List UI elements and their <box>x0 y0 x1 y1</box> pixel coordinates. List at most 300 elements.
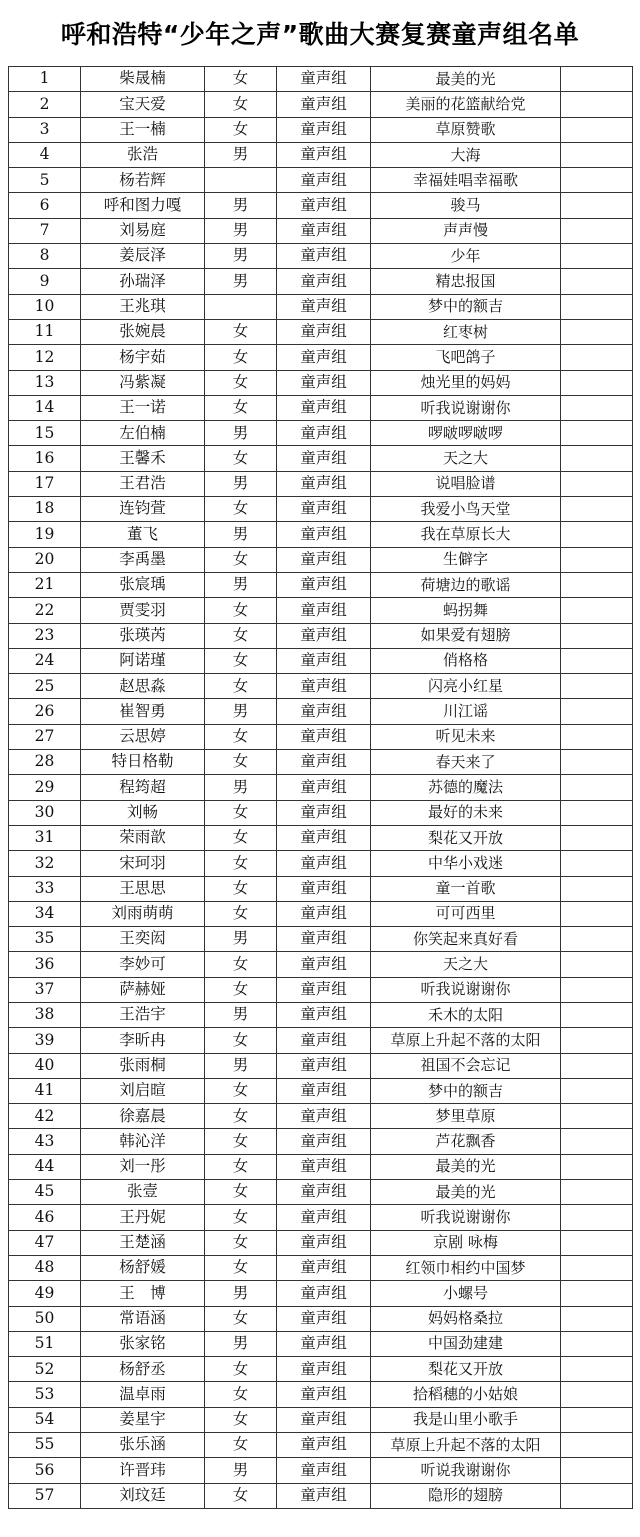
name-cell: 刘一彤 <box>81 1154 205 1179</box>
number-cell: 53 <box>9 1382 81 1407</box>
table-row <box>9 497 633 522</box>
song-cell: 红枣树 <box>371 319 561 344</box>
number-cell: 55 <box>9 1433 81 1458</box>
table-row <box>9 269 633 294</box>
name-cell: 韩沁洋 <box>81 1129 205 1154</box>
name-cell: 王奕闳 <box>81 927 205 952</box>
song-cell: 如果爱有翅膀 <box>371 623 561 648</box>
song-cell: 大海 <box>371 142 561 167</box>
gender-cell: 女 <box>205 345 277 370</box>
name-cell: 阿诺瑾 <box>81 648 205 673</box>
group-cell: 童声组 <box>277 269 371 294</box>
group-cell: 童声组 <box>277 244 371 269</box>
gender-cell: 女 <box>205 1433 277 1458</box>
name-cell: 杨舒媛 <box>81 1255 205 1280</box>
table-row <box>9 142 633 167</box>
name-cell: 杨舒丞 <box>81 1357 205 1382</box>
empty-cell <box>561 92 633 117</box>
empty-cell <box>561 1281 633 1306</box>
number-cell: 5 <box>9 168 81 193</box>
number-cell: 6 <box>9 193 81 218</box>
name-cell: 王君浩 <box>81 471 205 496</box>
name-cell: 云思婷 <box>81 724 205 749</box>
song-cell: 生僻字 <box>371 547 561 572</box>
table-row <box>9 1357 633 1382</box>
group-cell: 童声组 <box>277 1002 371 1027</box>
gender-cell: 女 <box>205 851 277 876</box>
table-row <box>9 1255 633 1280</box>
song-cell: 听我说谢谢你 <box>371 395 561 420</box>
group-cell: 童声组 <box>277 294 371 319</box>
song-cell: 闪亮小红星 <box>371 674 561 699</box>
empty-cell <box>561 142 633 167</box>
name-cell: 特日格勒 <box>81 750 205 775</box>
name-cell: 连钧萱 <box>81 497 205 522</box>
gender-cell: 女 <box>205 1154 277 1179</box>
song-cell: 红领巾相约中国梦 <box>371 1255 561 1280</box>
song-cell: 春天来了 <box>371 750 561 775</box>
name-cell: 柴晟楠 <box>81 67 205 92</box>
number-cell: 12 <box>9 345 81 370</box>
song-cell: 我是山里小歌手 <box>371 1407 561 1432</box>
table-row <box>9 901 633 926</box>
number-cell: 50 <box>9 1306 81 1331</box>
name-cell: 姜辰泽 <box>81 244 205 269</box>
group-cell: 童声组 <box>277 1129 371 1154</box>
gender-cell: 男 <box>205 927 277 952</box>
empty-cell <box>561 572 633 597</box>
number-cell: 19 <box>9 522 81 547</box>
song-cell: 烛光里的妈妈 <box>371 370 561 395</box>
gender-cell: 女 <box>205 977 277 1002</box>
number-cell: 27 <box>9 724 81 749</box>
song-cell: 我爱小鸟天堂 <box>371 497 561 522</box>
table-row <box>9 876 633 901</box>
song-cell: 骏马 <box>371 193 561 218</box>
group-cell: 童声组 <box>277 775 371 800</box>
song-cell: 梦里草原 <box>371 1104 561 1129</box>
number-cell: 37 <box>9 977 81 1002</box>
empty-cell <box>561 471 633 496</box>
name-cell: 姜星宇 <box>81 1407 205 1432</box>
empty-cell <box>561 750 633 775</box>
gender-cell: 女 <box>205 876 277 901</box>
table-row <box>9 1078 633 1103</box>
empty-cell <box>561 1331 633 1356</box>
song-cell: 苏德的魔法 <box>371 775 561 800</box>
table-row <box>9 1028 633 1053</box>
table-row <box>9 699 633 724</box>
song-cell: 你笑起来真好看 <box>371 927 561 952</box>
song-cell: 芦花飘香 <box>371 1129 561 1154</box>
empty-cell <box>561 218 633 243</box>
gender-cell: 女 <box>205 1028 277 1053</box>
group-cell: 童声组 <box>277 1205 371 1230</box>
number-cell: 34 <box>9 901 81 926</box>
table-row <box>9 1306 633 1331</box>
gender-cell: 女 <box>205 825 277 850</box>
table-row <box>9 1053 633 1078</box>
empty-cell <box>561 168 633 193</box>
group-cell: 童声组 <box>277 674 371 699</box>
empty-cell <box>561 1205 633 1230</box>
song-cell: 幸福娃唱幸福歌 <box>371 168 561 193</box>
gender-cell: 女 <box>205 117 277 142</box>
gender-cell: 女 <box>205 1407 277 1432</box>
name-cell: 李禹墨 <box>81 547 205 572</box>
number-cell: 9 <box>9 269 81 294</box>
table-row <box>9 623 633 648</box>
gender-cell: 男 <box>205 218 277 243</box>
empty-cell <box>561 977 633 1002</box>
empty-cell <box>561 901 633 926</box>
name-cell: 呼和图力嘎 <box>81 193 205 218</box>
gender-cell: 男 <box>205 1053 277 1078</box>
number-cell: 4 <box>9 142 81 167</box>
table-row <box>9 218 633 243</box>
gender-cell <box>205 168 277 193</box>
group-cell: 童声组 <box>277 699 371 724</box>
song-cell: 天之大 <box>371 952 561 977</box>
gender-cell: 女 <box>205 750 277 775</box>
table-row <box>9 370 633 395</box>
group-cell: 童声组 <box>277 1028 371 1053</box>
name-cell: 宝天爱 <box>81 92 205 117</box>
number-cell: 51 <box>9 1331 81 1356</box>
song-cell: 俏格格 <box>371 648 561 673</box>
table-row <box>9 345 633 370</box>
name-cell: 张宸瑀 <box>81 572 205 597</box>
name-cell: 左伯楠 <box>81 421 205 446</box>
song-cell: 最美的光 <box>371 1154 561 1179</box>
gender-cell: 女 <box>205 674 277 699</box>
song-cell: 草原上升起不落的太阳 <box>371 1028 561 1053</box>
empty-cell <box>561 623 633 648</box>
group-cell: 童声组 <box>277 218 371 243</box>
gender-cell: 男 <box>205 421 277 446</box>
empty-cell <box>561 825 633 850</box>
group-cell: 童声组 <box>277 927 371 952</box>
empty-cell <box>561 67 633 92</box>
group-cell: 童声组 <box>277 851 371 876</box>
name-cell: 王馨禾 <box>81 446 205 471</box>
number-cell: 11 <box>9 319 81 344</box>
empty-cell <box>561 193 633 218</box>
gender-cell: 男 <box>205 269 277 294</box>
name-cell: 王丹妮 <box>81 1205 205 1230</box>
group-cell: 童声组 <box>277 1230 371 1255</box>
table-row <box>9 395 633 420</box>
song-cell: 听我说谢谢你 <box>371 977 561 1002</box>
song-cell: 听见未来 <box>371 724 561 749</box>
number-cell: 18 <box>9 497 81 522</box>
group-cell: 童声组 <box>277 522 371 547</box>
group-cell: 童声组 <box>277 572 371 597</box>
group-cell: 童声组 <box>277 901 371 926</box>
group-cell: 童声组 <box>277 1154 371 1179</box>
number-cell: 43 <box>9 1129 81 1154</box>
name-cell: 萨赫娅 <box>81 977 205 1002</box>
empty-cell <box>561 1407 633 1432</box>
number-cell: 20 <box>9 547 81 572</box>
empty-cell <box>561 269 633 294</box>
table-row <box>9 775 633 800</box>
song-cell: 飞吧鸽子 <box>371 345 561 370</box>
number-cell: 29 <box>9 775 81 800</box>
table-row <box>9 674 633 699</box>
empty-cell <box>561 1306 633 1331</box>
group-cell: 童声组 <box>277 446 371 471</box>
group-cell: 童声组 <box>277 1281 371 1306</box>
table-row <box>9 1433 633 1458</box>
gender-cell: 女 <box>205 1104 277 1129</box>
name-cell: 徐嘉晨 <box>81 1104 205 1129</box>
gender-cell: 女 <box>205 1382 277 1407</box>
name-cell: 孙瑞泽 <box>81 269 205 294</box>
gender-cell: 男 <box>205 471 277 496</box>
group-cell: 童声组 <box>277 1078 371 1103</box>
name-cell: 许晋玮 <box>81 1458 205 1483</box>
gender-cell: 女 <box>205 1180 277 1205</box>
song-cell: 我在草原长大 <box>371 522 561 547</box>
number-cell: 1 <box>9 67 81 92</box>
empty-cell <box>561 1180 633 1205</box>
gender-cell: 女 <box>205 598 277 623</box>
empty-cell <box>561 1357 633 1382</box>
song-cell: 祖国不会忘记 <box>371 1053 561 1078</box>
empty-cell <box>561 370 633 395</box>
song-cell: 荷塘边的歌谣 <box>371 572 561 597</box>
name-cell: 张乐涵 <box>81 1433 205 1458</box>
number-cell: 22 <box>9 598 81 623</box>
song-cell: 妈妈格桑拉 <box>371 1306 561 1331</box>
group-cell: 童声组 <box>277 952 371 977</box>
table-row <box>9 1104 633 1129</box>
number-cell: 54 <box>9 1407 81 1432</box>
gender-cell: 男 <box>205 1458 277 1483</box>
gender-cell: 男 <box>205 572 277 597</box>
table-row <box>9 1002 633 1027</box>
song-cell: 草原上升起不落的太阳 <box>371 1433 561 1458</box>
table-row <box>9 1331 633 1356</box>
song-cell: 禾木的太阳 <box>371 1002 561 1027</box>
number-cell: 10 <box>9 294 81 319</box>
song-cell: 啰啵啰啵啰 <box>371 421 561 446</box>
group-cell: 童声组 <box>277 750 371 775</box>
song-cell: 梨花又开放 <box>371 1357 561 1382</box>
gender-cell: 女 <box>205 648 277 673</box>
empty-cell <box>561 446 633 471</box>
gender-cell: 女 <box>205 395 277 420</box>
empty-cell <box>561 497 633 522</box>
name-cell: 王兆琪 <box>81 294 205 319</box>
empty-cell <box>561 522 633 547</box>
table-row <box>9 572 633 597</box>
empty-cell <box>561 1230 633 1255</box>
group-cell: 童声组 <box>277 471 371 496</box>
name-cell: 温卓雨 <box>81 1382 205 1407</box>
empty-cell <box>561 800 633 825</box>
number-cell: 2 <box>9 92 81 117</box>
song-cell: 川江谣 <box>371 699 561 724</box>
name-cell: 杨若辉 <box>81 168 205 193</box>
empty-cell <box>561 345 633 370</box>
gender-cell: 女 <box>205 1255 277 1280</box>
empty-cell <box>561 1458 633 1483</box>
empty-cell <box>561 1078 633 1103</box>
song-cell: 梦中的额吉 <box>371 1078 561 1103</box>
gender-cell: 女 <box>205 92 277 117</box>
song-cell: 最好的未来 <box>371 800 561 825</box>
song-cell: 天之大 <box>371 446 561 471</box>
empty-cell <box>561 674 633 699</box>
number-cell: 42 <box>9 1104 81 1129</box>
group-cell: 童声组 <box>277 1407 371 1432</box>
empty-cell <box>561 395 633 420</box>
table-row <box>9 598 633 623</box>
empty-cell <box>561 1433 633 1458</box>
name-cell: 刘雨萌萌 <box>81 901 205 926</box>
table-row <box>9 1483 633 1508</box>
table-row <box>9 421 633 446</box>
group-cell: 童声组 <box>277 117 371 142</box>
group-cell: 童声组 <box>277 1053 371 1078</box>
number-cell: 23 <box>9 623 81 648</box>
group-cell: 童声组 <box>277 319 371 344</box>
group-cell: 童声组 <box>277 1357 371 1382</box>
group-cell: 童声组 <box>277 1180 371 1205</box>
name-cell: 冯紫凝 <box>81 370 205 395</box>
number-cell: 57 <box>9 1483 81 1508</box>
table-row <box>9 294 633 319</box>
number-cell: 25 <box>9 674 81 699</box>
name-cell: 董飞 <box>81 522 205 547</box>
number-cell: 32 <box>9 851 81 876</box>
gender-cell: 女 <box>205 623 277 648</box>
song-cell: 拾稻穗的小姑娘 <box>371 1382 561 1407</box>
number-cell: 39 <box>9 1028 81 1053</box>
gender-cell: 女 <box>205 370 277 395</box>
table-row <box>9 92 633 117</box>
table-row <box>9 1281 633 1306</box>
gender-cell: 女 <box>205 952 277 977</box>
number-cell: 44 <box>9 1154 81 1179</box>
number-cell: 36 <box>9 952 81 977</box>
table-row <box>9 1129 633 1154</box>
group-cell: 童声组 <box>277 598 371 623</box>
group-cell: 童声组 <box>277 648 371 673</box>
roster-body <box>9 67 633 1509</box>
table-row <box>9 750 633 775</box>
group-cell: 童声组 <box>277 345 371 370</box>
song-cell: 美丽的花篮献给党 <box>371 92 561 117</box>
song-cell: 中华小戏迷 <box>371 851 561 876</box>
number-cell: 14 <box>9 395 81 420</box>
table-row <box>9 244 633 269</box>
gender-cell: 女 <box>205 1357 277 1382</box>
number-cell: 41 <box>9 1078 81 1103</box>
name-cell: 王一诺 <box>81 395 205 420</box>
group-cell: 童声组 <box>277 421 371 446</box>
empty-cell <box>561 1255 633 1280</box>
name-cell: 程筠超 <box>81 775 205 800</box>
empty-cell <box>561 421 633 446</box>
empty-cell <box>561 851 633 876</box>
table-row <box>9 547 633 572</box>
number-cell: 26 <box>9 699 81 724</box>
empty-cell <box>561 1002 633 1027</box>
table-row <box>9 825 633 850</box>
number-cell: 15 <box>9 421 81 446</box>
gender-cell: 女 <box>205 497 277 522</box>
number-cell: 48 <box>9 1255 81 1280</box>
group-cell: 童声组 <box>277 1433 371 1458</box>
table-row <box>9 193 633 218</box>
song-cell: 声声慢 <box>371 218 561 243</box>
number-cell: 24 <box>9 648 81 673</box>
number-cell: 28 <box>9 750 81 775</box>
table-row <box>9 117 633 142</box>
empty-cell <box>561 1154 633 1179</box>
number-cell: 33 <box>9 876 81 901</box>
song-cell: 童一首歌 <box>371 876 561 901</box>
group-cell: 童声组 <box>277 1483 371 1508</box>
table-row <box>9 927 633 952</box>
gender-cell: 男 <box>205 244 277 269</box>
table-row <box>9 1154 633 1179</box>
song-cell: 说唱脸谱 <box>371 471 561 496</box>
table-row <box>9 800 633 825</box>
table-row <box>9 168 633 193</box>
song-cell: 听我说谢谢你 <box>371 1205 561 1230</box>
name-cell: 常语涵 <box>81 1306 205 1331</box>
name-cell: 李妙可 <box>81 952 205 977</box>
gender-cell: 男 <box>205 522 277 547</box>
table-row <box>9 1407 633 1432</box>
group-cell: 童声组 <box>277 370 371 395</box>
name-cell: 李昕冉 <box>81 1028 205 1053</box>
gender-cell: 男 <box>205 1331 277 1356</box>
group-cell: 童声组 <box>277 1104 371 1129</box>
group-cell: 童声组 <box>277 825 371 850</box>
song-cell: 蚂拐舞 <box>371 598 561 623</box>
empty-cell <box>561 1053 633 1078</box>
empty-cell <box>561 294 633 319</box>
name-cell: 张雨桐 <box>81 1053 205 1078</box>
group-cell: 童声组 <box>277 724 371 749</box>
empty-cell <box>561 117 633 142</box>
number-cell: 56 <box>9 1458 81 1483</box>
number-cell: 7 <box>9 218 81 243</box>
empty-cell <box>561 244 633 269</box>
gender-cell: 男 <box>205 1281 277 1306</box>
group-cell: 童声组 <box>277 623 371 648</box>
song-cell: 精忠报国 <box>371 269 561 294</box>
empty-cell <box>561 1382 633 1407</box>
gender-cell: 女 <box>205 1078 277 1103</box>
song-cell: 听说我谢谢你 <box>371 1458 561 1483</box>
gender-cell: 女 <box>205 446 277 471</box>
number-cell: 31 <box>9 825 81 850</box>
song-cell: 梦中的额吉 <box>371 294 561 319</box>
group-cell: 童声组 <box>277 547 371 572</box>
gender-cell: 男 <box>205 142 277 167</box>
number-cell: 47 <box>9 1230 81 1255</box>
page-title: 呼和浩特“少年之声”歌曲大赛复赛童声组名单 <box>60 20 580 49</box>
empty-cell <box>561 876 633 901</box>
table-row <box>9 648 633 673</box>
group-cell: 童声组 <box>277 497 371 522</box>
